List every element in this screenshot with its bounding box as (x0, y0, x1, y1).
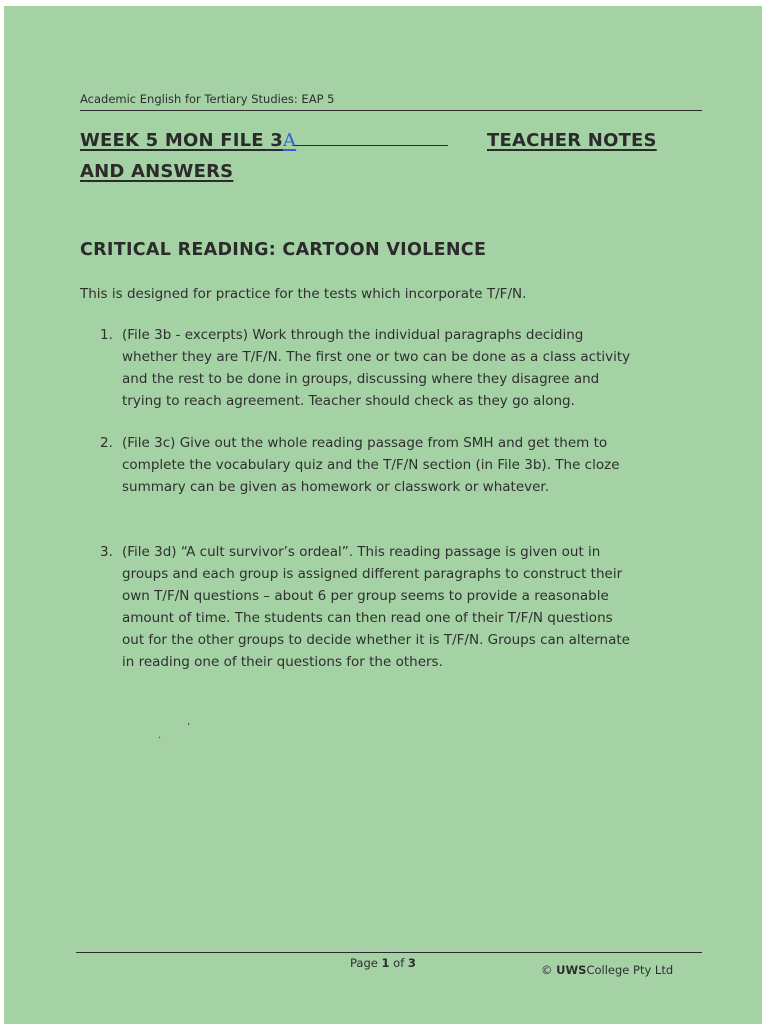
item-number: 3. (100, 544, 113, 560)
page-number: Page 1 of 3 (350, 956, 416, 970)
list-item (80, 324, 705, 412)
item-line: own T/F/N questions – about 6 per group seems to provide a reasonable (122, 588, 609, 604)
title-teacher-notes: TEACHER NOTES (487, 130, 657, 151)
item-number: 2. (100, 435, 113, 451)
copyright-notice: © UWSCollege Pty Ltd (541, 963, 674, 977)
item-line: amount of time. The students can then read one of their T/F/N questions (122, 610, 613, 626)
title-file-label: WEEK 5 MON FILE 3 (80, 130, 283, 151)
intro-text: This is designed for practice for the tests which incorporate T/F/N. (80, 286, 527, 302)
item-line: groups and each group is assigned different paragraphs to construct their (122, 566, 623, 582)
list-item (80, 541, 705, 673)
title-second-line: AND ANSWERS (80, 161, 234, 182)
section-heading: CRITICAL READING: CARTOON VIOLENCE (80, 240, 487, 260)
item-line: summary can be given as homework or classwork or whatever. (122, 479, 550, 495)
course-header: Academic English for Tertiary Studies: EAP 5 (80, 92, 702, 111)
title-underline (294, 144, 448, 146)
item-number: 1. (100, 327, 113, 343)
handwritten-file-letter: A (282, 130, 297, 151)
item-line: (File 3b - excerpts) Work through the individual paragraphs deciding (122, 327, 584, 343)
item-line: (File 3d) “A cult survivor’s ordeal”. This reading passage is given out in (122, 544, 601, 560)
item-line: (File 3c) Give out the whole reading passage from SMH and get them to (122, 435, 608, 451)
scan-speck: . (158, 730, 162, 741)
item-line: whether they are T/F/N. The first one or two can be done as a class activity (122, 349, 631, 365)
list-item (80, 432, 705, 498)
item-line: out for the other groups to decide whether it is T/F/N. Groups can alternate (122, 632, 630, 648)
document-page (4, 6, 762, 1024)
item-line: complete the vocabulary quiz and the T/F/N section (in File 3b). The cloze (122, 457, 620, 473)
item-line: in reading one of their questions for the others. (122, 654, 443, 670)
document-title (80, 130, 680, 192)
footer-divider (76, 952, 702, 953)
scan-speck: ’ (187, 722, 191, 733)
item-line: and the rest to be done in groups, discussing where they disagree and (122, 371, 600, 387)
item-line: trying to reach agreement. Teacher should check as they go along. (122, 393, 575, 409)
